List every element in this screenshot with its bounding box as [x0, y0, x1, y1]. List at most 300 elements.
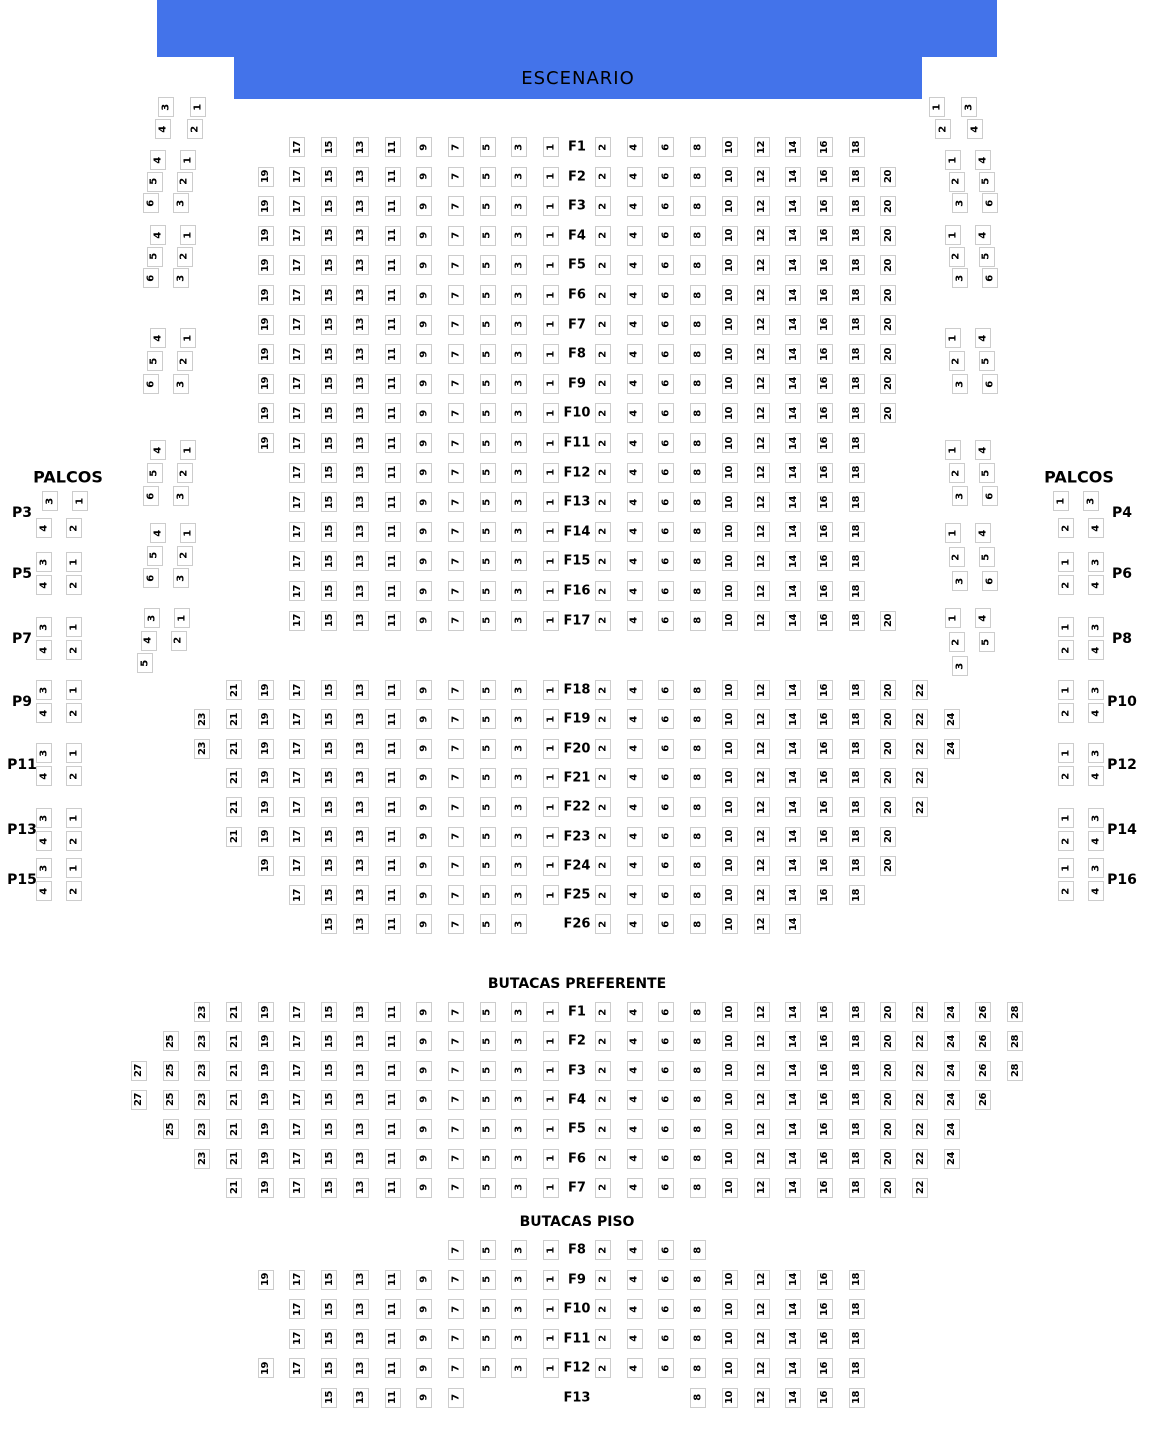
seat[interactable]: [785, 885, 801, 905]
side-seat[interactable]: [952, 193, 968, 213]
side-seat[interactable]: [979, 547, 995, 567]
side-seat[interactable]: [982, 486, 998, 506]
side-seat[interactable]: [952, 656, 968, 676]
side-seat[interactable]: [173, 374, 189, 394]
seat[interactable]: [658, 492, 674, 512]
seat[interactable]: [511, 1299, 527, 1319]
seat[interactable]: [480, 433, 496, 453]
seat[interactable]: [511, 226, 527, 246]
seat[interactable]: [448, 611, 464, 631]
seat[interactable]: [944, 1031, 960, 1051]
seat[interactable]: [754, 709, 770, 729]
seat[interactable]: [627, 374, 643, 394]
seat[interactable]: [511, 255, 527, 275]
seat[interactable]: [817, 374, 833, 394]
seat[interactable]: [258, 680, 274, 700]
side-seat[interactable]: [945, 523, 961, 543]
seat[interactable]: [321, 1031, 337, 1051]
seat[interactable]: [627, 255, 643, 275]
side-seat[interactable]: [949, 547, 965, 567]
side-seat[interactable]: [173, 268, 189, 288]
seat[interactable]: [163, 1061, 179, 1081]
seat[interactable]: [511, 1329, 527, 1349]
seat[interactable]: [658, 285, 674, 305]
seat[interactable]: [416, 1149, 432, 1169]
seat[interactable]: [416, 551, 432, 571]
seat[interactable]: [289, 551, 305, 571]
seat[interactable]: [785, 768, 801, 788]
seat[interactable]: [321, 167, 337, 187]
seat[interactable]: [627, 492, 643, 512]
seat[interactable]: [912, 768, 928, 788]
side-seat[interactable]: [935, 119, 951, 139]
seat[interactable]: [627, 885, 643, 905]
side-seat[interactable]: [982, 571, 998, 591]
seat[interactable]: [754, 522, 770, 542]
seat[interactable]: [849, 797, 865, 817]
seat[interactable]: [817, 856, 833, 876]
seat[interactable]: [448, 797, 464, 817]
side-seat[interactable]: [187, 119, 203, 139]
seat[interactable]: [880, 827, 896, 847]
seat[interactable]: [289, 255, 305, 275]
seat[interactable]: [385, 1061, 401, 1081]
seat[interactable]: [754, 137, 770, 157]
side-seat[interactable]: [147, 351, 163, 371]
seat[interactable]: [880, 1149, 896, 1169]
seat[interactable]: [785, 827, 801, 847]
palco-seat[interactable]: [1088, 575, 1104, 595]
side-seat[interactable]: [143, 268, 159, 288]
seat[interactable]: [595, 1031, 611, 1051]
seat[interactable]: [912, 797, 928, 817]
seat[interactable]: [511, 1031, 527, 1051]
palco-seat[interactable]: [1088, 808, 1104, 828]
seat[interactable]: [543, 1090, 559, 1110]
seat[interactable]: [480, 1329, 496, 1349]
side-seat[interactable]: [150, 328, 166, 348]
seat[interactable]: [595, 403, 611, 423]
palco-seat[interactable]: [36, 858, 52, 878]
seat[interactable]: [289, 1178, 305, 1198]
seat[interactable]: [658, 226, 674, 246]
seat[interactable]: [543, 856, 559, 876]
seat[interactable]: [722, 196, 738, 216]
seat[interactable]: [722, 1031, 738, 1051]
palco-seat[interactable]: [66, 640, 82, 660]
seat[interactable]: [722, 709, 738, 729]
seat[interactable]: [416, 315, 432, 335]
seat[interactable]: [658, 739, 674, 759]
side-seat[interactable]: [158, 97, 174, 117]
seat[interactable]: [849, 768, 865, 788]
seat[interactable]: [627, 1329, 643, 1349]
seat[interactable]: [416, 167, 432, 187]
palco-seat[interactable]: [66, 858, 82, 878]
seat[interactable]: [321, 226, 337, 246]
palco-seat[interactable]: [66, 808, 82, 828]
seat[interactable]: [163, 1119, 179, 1139]
seat[interactable]: [722, 1149, 738, 1169]
seat[interactable]: [944, 1002, 960, 1022]
seat[interactable]: [627, 709, 643, 729]
seat[interactable]: [385, 1358, 401, 1378]
palco-seat[interactable]: [66, 703, 82, 723]
seat[interactable]: [595, 196, 611, 216]
seat[interactable]: [385, 137, 401, 157]
seat[interactable]: [880, 374, 896, 394]
side-seat[interactable]: [143, 374, 159, 394]
seat[interactable]: [385, 914, 401, 934]
seat[interactable]: [385, 374, 401, 394]
seat[interactable]: [258, 797, 274, 817]
side-seat[interactable]: [143, 568, 159, 588]
side-seat[interactable]: [952, 268, 968, 288]
seat[interactable]: [912, 739, 928, 759]
seat[interactable]: [722, 914, 738, 934]
palco-seat[interactable]: [1083, 491, 1099, 511]
seat[interactable]: [448, 1388, 464, 1408]
seat[interactable]: [912, 680, 928, 700]
seat[interactable]: [543, 433, 559, 453]
seat[interactable]: [817, 885, 833, 905]
seat[interactable]: [849, 463, 865, 483]
seat[interactable]: [595, 1149, 611, 1169]
seat[interactable]: [785, 1329, 801, 1349]
seat[interactable]: [258, 1270, 274, 1290]
seat[interactable]: [658, 1270, 674, 1290]
seat[interactable]: [785, 680, 801, 700]
seat[interactable]: [511, 885, 527, 905]
seat[interactable]: [627, 1178, 643, 1198]
seat[interactable]: [658, 1178, 674, 1198]
seat[interactable]: [480, 522, 496, 542]
seat[interactable]: [595, 463, 611, 483]
seat[interactable]: [543, 315, 559, 335]
side-seat[interactable]: [949, 247, 965, 267]
side-seat[interactable]: [982, 268, 998, 288]
seat[interactable]: [690, 797, 706, 817]
side-seat[interactable]: [177, 247, 193, 267]
seat[interactable]: [627, 768, 643, 788]
seat[interactable]: [690, 374, 706, 394]
seat[interactable]: [658, 1002, 674, 1022]
seat[interactable]: [785, 1090, 801, 1110]
seat[interactable]: [321, 1061, 337, 1081]
seat[interactable]: [627, 137, 643, 157]
seat[interactable]: [448, 1119, 464, 1139]
seat[interactable]: [754, 1119, 770, 1139]
seat[interactable]: [754, 856, 770, 876]
seat[interactable]: [595, 492, 611, 512]
seat[interactable]: [416, 1061, 432, 1081]
seat[interactable]: [321, 827, 337, 847]
seat[interactable]: [163, 1090, 179, 1110]
seat[interactable]: [754, 196, 770, 216]
seat[interactable]: [289, 1358, 305, 1378]
seat[interactable]: [722, 403, 738, 423]
seat[interactable]: [226, 1061, 242, 1081]
palco-seat[interactable]: [36, 617, 52, 637]
seat[interactable]: [690, 137, 706, 157]
seat[interactable]: [754, 1299, 770, 1319]
seat[interactable]: [448, 827, 464, 847]
seat[interactable]: [543, 611, 559, 631]
seat[interactable]: [785, 739, 801, 759]
seat[interactable]: [511, 680, 527, 700]
seat[interactable]: [627, 551, 643, 571]
side-seat[interactable]: [180, 225, 196, 245]
seat[interactable]: [416, 255, 432, 275]
side-seat[interactable]: [177, 172, 193, 192]
seat[interactable]: [658, 433, 674, 453]
seat[interactable]: [690, 827, 706, 847]
seat[interactable]: [1007, 1002, 1023, 1022]
seat[interactable]: [785, 285, 801, 305]
seat[interactable]: [353, 1270, 369, 1290]
seat[interactable]: [817, 768, 833, 788]
seat[interactable]: [785, 709, 801, 729]
seat[interactable]: [321, 1119, 337, 1139]
seat[interactable]: [849, 1002, 865, 1022]
palco-seat[interactable]: [36, 518, 52, 538]
seat[interactable]: [480, 1270, 496, 1290]
side-seat[interactable]: [949, 172, 965, 192]
side-seat[interactable]: [147, 546, 163, 566]
seat[interactable]: [385, 315, 401, 335]
seat[interactable]: [226, 797, 242, 817]
seat[interactable]: [511, 1178, 527, 1198]
seat[interactable]: [658, 1061, 674, 1081]
seat[interactable]: [785, 492, 801, 512]
seat[interactable]: [353, 1358, 369, 1378]
palco-seat[interactable]: [36, 575, 52, 595]
seat[interactable]: [385, 797, 401, 817]
seat[interactable]: [722, 492, 738, 512]
seat[interactable]: [785, 856, 801, 876]
seat[interactable]: [849, 1178, 865, 1198]
seat[interactable]: [289, 1119, 305, 1139]
seat[interactable]: [595, 768, 611, 788]
seat[interactable]: [690, 739, 706, 759]
seat[interactable]: [543, 797, 559, 817]
seat[interactable]: [722, 1002, 738, 1022]
seat[interactable]: [511, 1119, 527, 1139]
seat[interactable]: [595, 827, 611, 847]
seat[interactable]: [353, 581, 369, 601]
seat[interactable]: [754, 1270, 770, 1290]
seat[interactable]: [321, 492, 337, 512]
seat[interactable]: [754, 226, 770, 246]
seat[interactable]: [353, 492, 369, 512]
side-seat[interactable]: [975, 328, 991, 348]
seat[interactable]: [690, 611, 706, 631]
seat[interactable]: [289, 403, 305, 423]
seat[interactable]: [385, 1388, 401, 1408]
seat[interactable]: [480, 344, 496, 364]
seat[interactable]: [658, 1329, 674, 1349]
side-seat[interactable]: [137, 653, 153, 673]
seat[interactable]: [353, 768, 369, 788]
seat[interactable]: [785, 581, 801, 601]
seat[interactable]: [511, 1090, 527, 1110]
side-seat[interactable]: [180, 440, 196, 460]
seat[interactable]: [817, 1090, 833, 1110]
palco-seat[interactable]: [1058, 831, 1074, 851]
seat[interactable]: [353, 374, 369, 394]
seat[interactable]: [416, 1270, 432, 1290]
seat[interactable]: [194, 1031, 210, 1051]
palco-seat[interactable]: [36, 640, 52, 660]
seat[interactable]: [448, 137, 464, 157]
side-seat[interactable]: [150, 523, 166, 543]
seat[interactable]: [385, 856, 401, 876]
seat[interactable]: [849, 885, 865, 905]
seat[interactable]: [785, 433, 801, 453]
seat[interactable]: [658, 167, 674, 187]
seat[interactable]: [353, 797, 369, 817]
seat[interactable]: [595, 226, 611, 246]
side-seat[interactable]: [171, 631, 187, 651]
seat[interactable]: [448, 1299, 464, 1319]
seat[interactable]: [131, 1090, 147, 1110]
seat[interactable]: [543, 1031, 559, 1051]
seat[interactable]: [595, 1061, 611, 1081]
seat[interactable]: [690, 856, 706, 876]
palco-seat[interactable]: [66, 881, 82, 901]
seat[interactable]: [817, 709, 833, 729]
seat[interactable]: [353, 1119, 369, 1139]
seat[interactable]: [321, 403, 337, 423]
seat[interactable]: [944, 1090, 960, 1110]
seat[interactable]: [511, 374, 527, 394]
seat[interactable]: [543, 1002, 559, 1022]
seat[interactable]: [321, 914, 337, 934]
seat[interactable]: [912, 1119, 928, 1139]
seat[interactable]: [754, 285, 770, 305]
seat[interactable]: [416, 522, 432, 542]
seat[interactable]: [321, 1329, 337, 1349]
seat[interactable]: [975, 1002, 991, 1022]
seat[interactable]: [226, 768, 242, 788]
seat[interactable]: [194, 1090, 210, 1110]
seat[interactable]: [849, 522, 865, 542]
seat[interactable]: [722, 1329, 738, 1349]
seat[interactable]: [817, 255, 833, 275]
seat[interactable]: [448, 315, 464, 335]
seat[interactable]: [690, 1119, 706, 1139]
seat[interactable]: [690, 344, 706, 364]
side-seat[interactable]: [177, 351, 193, 371]
seat[interactable]: [543, 463, 559, 483]
seat[interactable]: [880, 255, 896, 275]
seat[interactable]: [385, 680, 401, 700]
seat[interactable]: [912, 1090, 928, 1110]
seat[interactable]: [849, 680, 865, 700]
seat[interactable]: [658, 709, 674, 729]
seat[interactable]: [817, 403, 833, 423]
seat[interactable]: [448, 1270, 464, 1290]
seat[interactable]: [722, 433, 738, 453]
seat[interactable]: [321, 739, 337, 759]
seat[interactable]: [448, 885, 464, 905]
seat[interactable]: [289, 856, 305, 876]
seat[interactable]: [817, 285, 833, 305]
palco-seat[interactable]: [1058, 703, 1074, 723]
seat[interactable]: [754, 914, 770, 934]
seat[interactable]: [353, 255, 369, 275]
seat[interactable]: [289, 374, 305, 394]
seat[interactable]: [658, 1090, 674, 1110]
seat[interactable]: [754, 827, 770, 847]
seat[interactable]: [595, 680, 611, 700]
seat[interactable]: [385, 768, 401, 788]
seat[interactable]: [722, 581, 738, 601]
seat[interactable]: [226, 1031, 242, 1051]
seat[interactable]: [785, 226, 801, 246]
seat[interactable]: [658, 315, 674, 335]
seat[interactable]: [627, 680, 643, 700]
palco-seat[interactable]: [1058, 552, 1074, 572]
seat[interactable]: [817, 344, 833, 364]
side-seat[interactable]: [174, 608, 190, 628]
seat[interactable]: [658, 1299, 674, 1319]
seat[interactable]: [543, 344, 559, 364]
seat[interactable]: [480, 492, 496, 512]
seat[interactable]: [880, 709, 896, 729]
seat[interactable]: [448, 403, 464, 423]
palco-seat[interactable]: [1088, 743, 1104, 763]
seat[interactable]: [511, 768, 527, 788]
seat[interactable]: [289, 492, 305, 512]
side-seat[interactable]: [143, 486, 159, 506]
seat[interactable]: [754, 768, 770, 788]
seat[interactable]: [321, 885, 337, 905]
seat[interactable]: [258, 856, 274, 876]
seat[interactable]: [912, 1178, 928, 1198]
seat[interactable]: [289, 226, 305, 246]
seat[interactable]: [543, 1358, 559, 1378]
seat[interactable]: [658, 344, 674, 364]
seat[interactable]: [658, 768, 674, 788]
seat[interactable]: [194, 739, 210, 759]
seat[interactable]: [353, 315, 369, 335]
seat[interactable]: [817, 492, 833, 512]
seat[interactable]: [785, 1061, 801, 1081]
seat[interactable]: [448, 226, 464, 246]
seat[interactable]: [258, 1090, 274, 1110]
seat[interactable]: [480, 374, 496, 394]
seat[interactable]: [912, 709, 928, 729]
seat[interactable]: [385, 885, 401, 905]
seat[interactable]: [754, 315, 770, 335]
seat[interactable]: [817, 522, 833, 542]
seat[interactable]: [289, 315, 305, 335]
seat[interactable]: [511, 433, 527, 453]
seat[interactable]: [321, 137, 337, 157]
seat[interactable]: [817, 1270, 833, 1290]
side-seat[interactable]: [979, 463, 995, 483]
side-seat[interactable]: [979, 172, 995, 192]
seat[interactable]: [258, 739, 274, 759]
seat[interactable]: [385, 1270, 401, 1290]
seat[interactable]: [289, 768, 305, 788]
side-seat[interactable]: [155, 119, 171, 139]
seat[interactable]: [353, 1061, 369, 1081]
side-seat[interactable]: [180, 328, 196, 348]
side-seat[interactable]: [180, 523, 196, 543]
seat[interactable]: [385, 827, 401, 847]
